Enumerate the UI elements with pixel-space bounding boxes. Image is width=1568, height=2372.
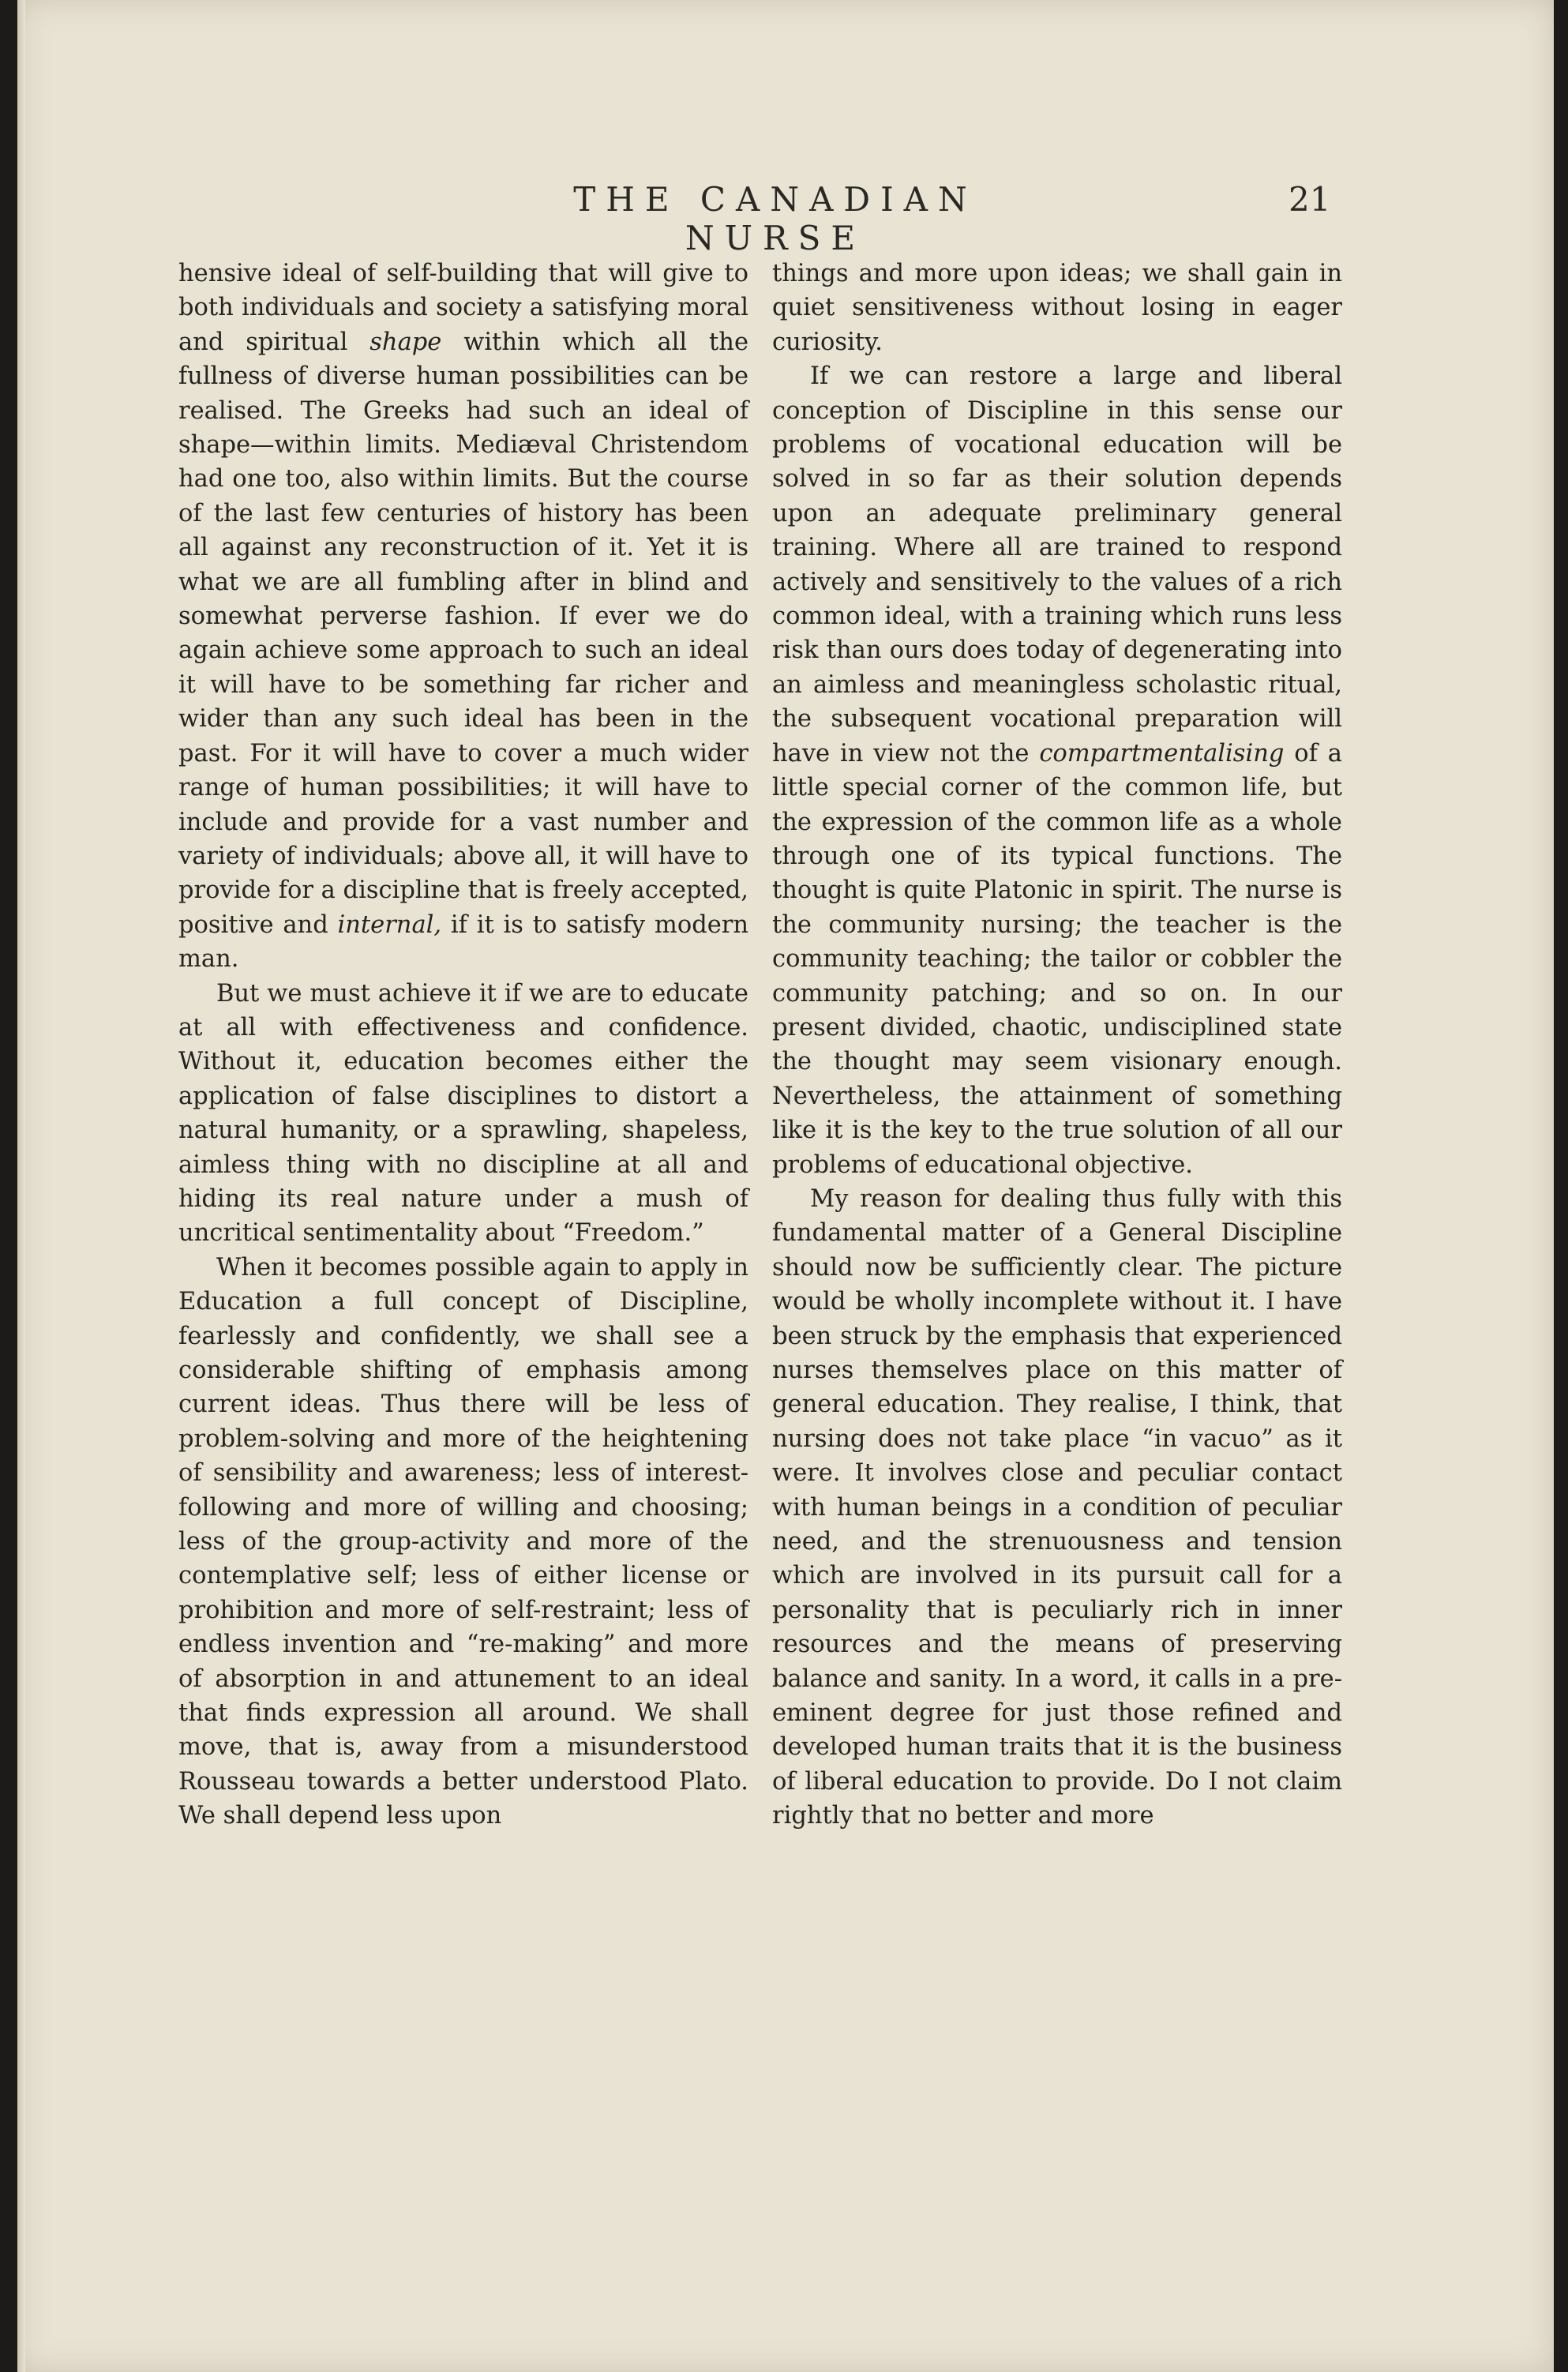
page-binding-edge bbox=[17, 0, 25, 2372]
paragraph bbox=[772, 359, 1342, 1182]
text-run: hensive ideal of self-building that will give to both individuals and society a satisfying moral and spiritual bbox=[178, 260, 748, 356]
left-column bbox=[178, 257, 748, 1833]
emphasis-text: shape bbox=[369, 328, 442, 356]
paragraph: But we must achieve it if we are to educate at all with effectiveness and confidence. Without it, education becomes either the application of false disciplines to distort a natural humanity, or a sprawling, shapeless, aimless thing with no discipline at all and hiding its real nature under a mush of uncritical sentimentality about “Freedom.” bbox=[178, 979, 748, 1248]
emphasis-text: compartmentalising bbox=[1039, 739, 1285, 768]
text-run: if it is to satisfy modern man. bbox=[178, 910, 748, 974]
paragraph bbox=[178, 257, 748, 977]
running-title: THE CANADIAN NURSE bbox=[573, 180, 977, 257]
journal-page bbox=[17, 0, 1554, 2372]
paragraph: My reason for dealing thus fully with this fundamental matter of a General Discipline should now be sufficiently clear. The picture would be wholly incomplete without it. I have been struck by the emphasis that experienced nurses themselves place on this matter of general education. They realise, I think, that nursing does not take place “in vacuo” as it were. It involves close and peculiar contact with human beings in a condition of peculiar need, and the strenuousness and tension which are involved in its pursuit call for a personality that is peculiarly rich in inner resources and the means of preserving balance and sanity. In a word, it calls in a pre-eminent degree for just those refined and developed human traits that it is the business of liberal education to provide. Do I not claim rightly that no better and more bbox=[772, 1184, 1342, 1830]
emphasis-text: internal, bbox=[337, 910, 442, 939]
page-number: 21 bbox=[1289, 180, 1331, 219]
text-run: within which all the fullness of diverse human possibilities can be realised. The Greeks had such an ideal of shape—within limits. Mediæval Christendom had one too, also within limits. But the course of the last few centuries of history has been all against any reconstruction of it. Yet it is what we are all fumbling after in blind and somewhat perverse fashion. If ever we do again achieve some approach to such an ideal it will have to be something far richer and wider than any such ideal has been in the past. For it will have to cover a much wider range of human possibilities; it will have to include and provide for a vast number and variety of individuals; above all, it will have to provide for a discipline that is freely accepted, positive and bbox=[178, 328, 748, 939]
text-run: If we can restore a large and liberal conception of Discipline in this sense our problems of vocational education will be solved in so far as their solution depends upon an adequate preliminary general training. Where all are trained to respond actively and sensitively to the values of a rich common ideal, with a training which runs less risk than ours does today of degenerating into an aimless and meaningless scholastic ritual, the subsequent vocational preparation will have in view not the bbox=[772, 362, 1342, 768]
paragraph: things and more upon ideas; we shall gain in quiet sensitiveness without losing in eager curiosity. bbox=[772, 260, 1342, 356]
right-column bbox=[772, 257, 1342, 1833]
paragraph: When it becomes possible again to apply in Education a full concept of Discipline, fearlessly and confidently, we shall see a considerable shifting of emphasis among current ideas. Thus there will be less of problem-solving and more of the heightening of sensibility and awareness; less of interest-following and more of willing and choosing; less of the group-activity and more of the contemplative self; less of either license or prohibition and more of self-restraint; less of endless invention and “re-making” and more of absorption in and attunement to an ideal that finds expression all around. We shall move, that is, away from a misunderstood Rousseau towards a better understood Plato. We shall depend less upon bbox=[178, 1253, 748, 1830]
page-header bbox=[17, 180, 1554, 257]
text-run: of a little special corner of the common life, but the expression of the common life as a whole through one of its typical functions. The thought is quite Platonic in spirit. The nurse is the community nursing; the teacher is the community teaching; the tailor or cobbler the community patching; and so on. In our present divided, chaotic, undisciplined state the thought may seem visionary enough. Nevertheless, the attainment of something like it is the key to the true solution of all our problems of educational objective. bbox=[772, 739, 1342, 1179]
